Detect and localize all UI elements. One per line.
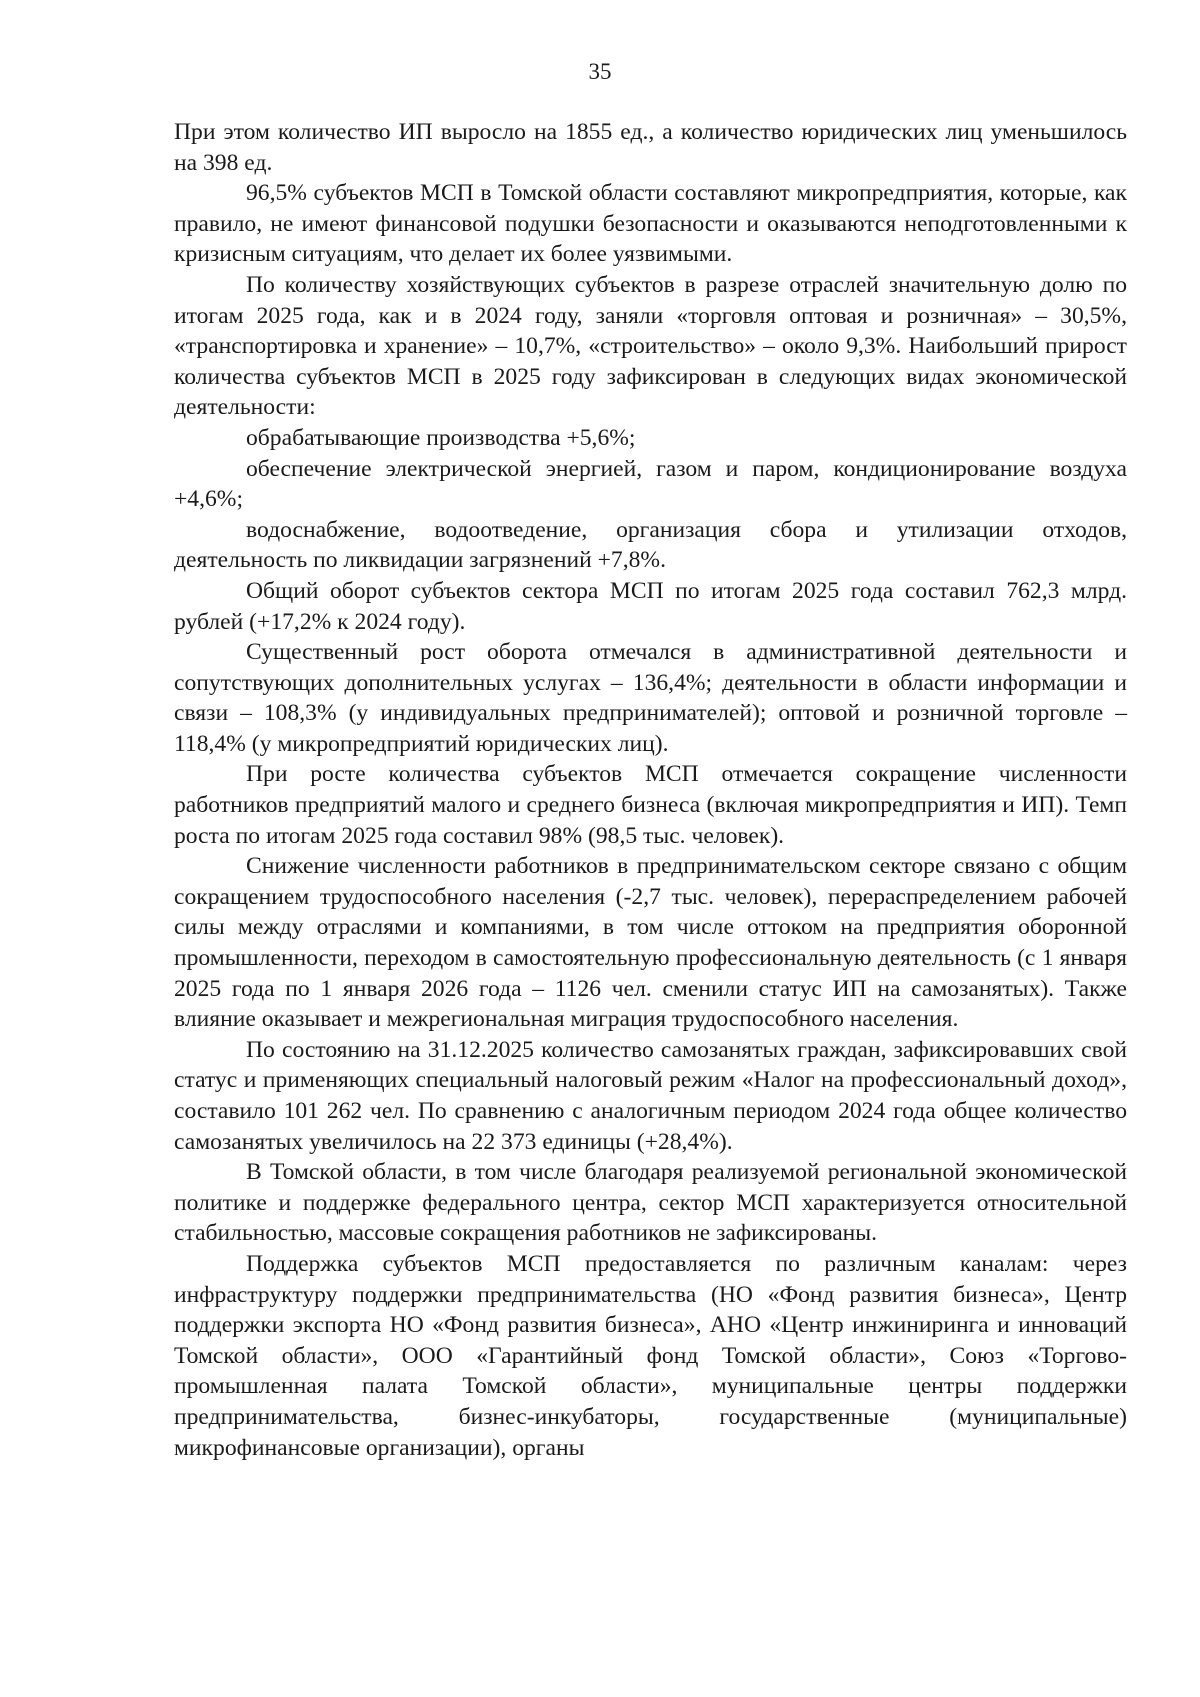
paragraph-self-employed: По состоянию на 31.12.2025 количество самозанятых граждан, зафиксировавших свой статус и применяющих специальный налоговый режим «Налог на профессиональный доход», составило 101 262 чел. По сравнению с аналогичным периодом 2024 года общее количество самозанятых увеличилось на 22 373 единицы (+28,4%). bbox=[174, 1036, 1127, 1155]
document-body bbox=[174, 117, 1127, 1463]
paragraph-employment-decline: Снижение численности работников в предпринимательском секторе связано с общим сокращением трудоспособного населения (-2,7 тыс. человек), перераспределением рабочей силы между отраслями и компаниями, в том числе оттоком на предприятия оборонной промышленности, переходом в самостоятельную профессиональную деятельность (с 1 января 2025 года по 1 января 2026 года – 1126 чел. сменили статус ИП на самозанятых). Также влияние оказывает и межрегиональная миграция трудоспособного населения. bbox=[174, 853, 1127, 1033]
list-item-water: водоснабжение, водоотведение, организация сбора и утилизации отходов, деятельность по ликвидации загрязнений +7,8%. bbox=[174, 516, 1127, 574]
paragraph-micro-enterprises: 96,5% субъектов МСП в Томской области составляют микропредприятия, которые, как правило, не имеют финансовой подушки безопасности и оказываются неподготовленными к кризисным ситуациям, что делает их более уязвимыми. bbox=[174, 180, 1127, 268]
paragraph-support-channels: Поддержка субъектов МСП предоставляется по различным каналам: через инфраструктуру поддержки предпринимательства (НО «Фонд развития бизнеса», Центр поддержки экспорта НО «Фонд развития бизнеса», АНО «Центр инжиниринга и инноваций Томской области», ООО «Гарантийный фонд Томской области», Союз «Торгово-промышленная палата Томской области», муниципальные центры поддержки предпринимательства, бизнес-инкубаторы, государственные (муниципальные) микрофинансовые организации), органы bbox=[174, 1250, 1127, 1461]
page-number: 35 bbox=[588, 59, 612, 84]
paragraph-stability: В Томской области, в том числе благодаря реализуемой региональной экономической политике и поддержке федерального центра, сектор МСП характеризуется относительной стабильностью, массовые сокращения работников не зафиксированы. bbox=[174, 1159, 1127, 1247]
list-item-manufacturing: обрабатывающие производства +5,6%; bbox=[246, 424, 636, 451]
paragraph-turnover-growth: Существенный рост оборота отмечался в административной деятельности и сопутствующих дополнительных услугах – 136,4%; деятельности в области информации и связи – 108,3% (у индивидуальных предпринимателей); оптовой и розничной торговле – 118,4% (у микропредприятий юридических лиц). bbox=[174, 639, 1127, 757]
paragraph-ip-count: При этом количество ИП выросло на 1855 ед., а количество юридических лиц уменьшилось на 398 ед. bbox=[174, 119, 1127, 176]
paragraph-turnover: Общий оборот субъектов сектора МСП по итогам 2025 года составил 762,3 млрд. рублей (+17,2% к 2024 году). bbox=[174, 577, 1127, 635]
list-item-energy: обеспечение электрической энергией, газом и паром, кондиционирование воздуха +4,6%; bbox=[174, 455, 1127, 513]
paragraph-industry-share: По количеству хозяйствующих субъектов в разрезе отраслей значительную долю по итогам 2025 года, как и в 2024 году, заняли «торговля оптовая и розничная» – 30,5%, «транспортировка и хранение» – 10,7%, «строительство» – около 9,3%. Наибольший прирост количества субъектов МСП в 2025 году зафиксирован в следующих видах экономической деятельности: bbox=[174, 271, 1127, 421]
paragraph-employment: При росте количества субъектов МСП отмечается сокращение численности работников предприятий малого и среднего бизнеса (включая микропредприятия и ИП). Темп роста по итогам 2025 года составил 98% (98,5 тыс. человек). bbox=[174, 761, 1127, 849]
